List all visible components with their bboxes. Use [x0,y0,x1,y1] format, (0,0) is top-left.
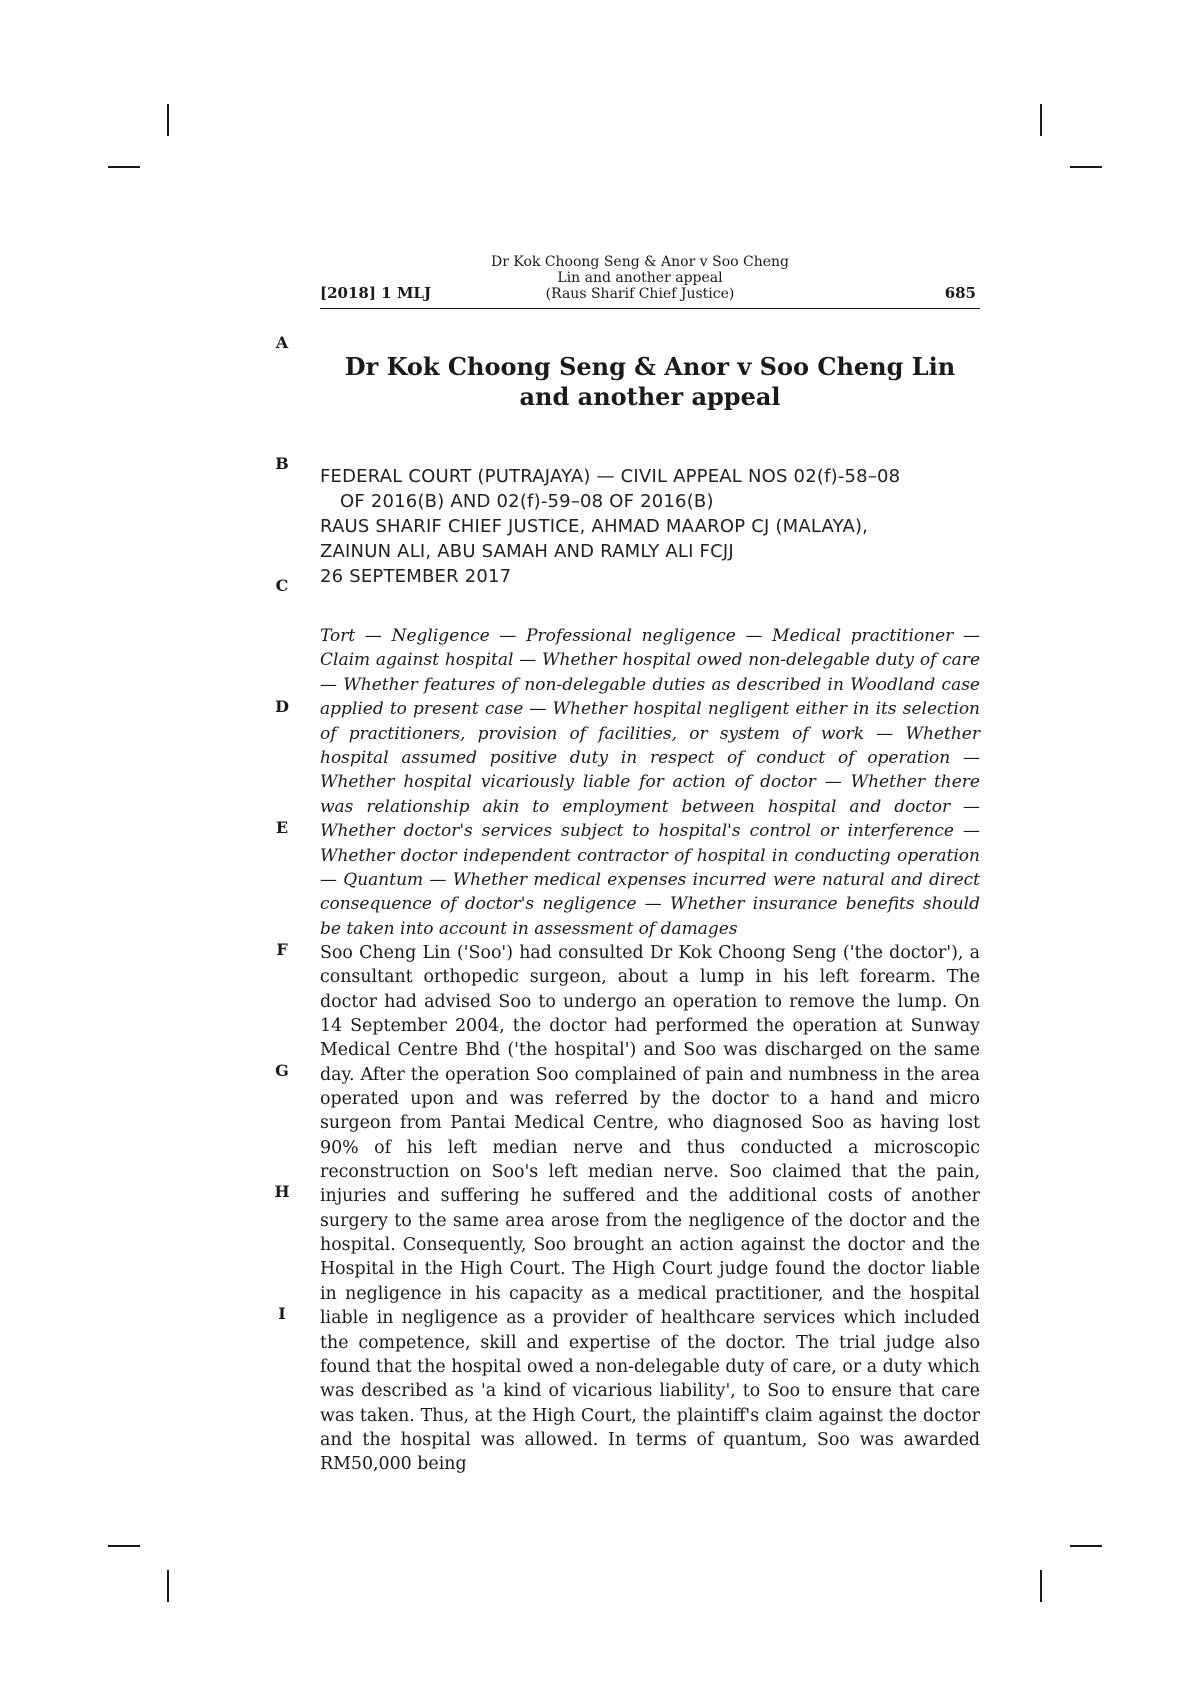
crop-mark-top-left-vertical [167,104,169,136]
running-judge-name: (Raus Sharif Chief Justice) [545,286,735,302]
margin-letter-a: A [275,333,289,352]
catchwords: Tort — Negligence — Professional negligence — Medical practitioner — Claim against hospital — Whether hospital owed non-delegable duty of care — Whether features of non-delegable duties as described in Woodland case applied to present case — Whether hospital negligent either in its selection of practitioners, provision of facilities, or system of work — Whether hospital assumed positive duty in respect of conduct of operation — Whether hospital vicariously liable for action of doctor — Whether there was relationship akin to employment between hospital and doctor — Whether doctor's services subject to hospital's control or interference — Whether doctor independent contractor of hospital in conducting operation — Quantum — Whether medical expenses incurred were natural and direct consequence of doctor's negligence — Whether insurance benefits should be taken into account in assessment of damages [320,626,980,939]
margin-letter-d: D [275,697,289,716]
running-header [320,248,980,309]
crop-mark-top-right-horizontal [1070,166,1102,168]
margin-letter-i: I [278,1304,286,1323]
decision-date: 26 SEPTEMBER 2017 [320,566,512,587]
crop-mark-bottom-left-horizontal [108,1545,140,1547]
crop-mark-bottom-right-vertical [1040,1570,1042,1602]
margin-letter-h: H [274,1182,290,1201]
crop-mark-bottom-right-horizontal [1070,1545,1102,1547]
court-line: FEDERAL COURT (PUTRAJAYA) — CIVIL APPEAL NOS 02(f)-58–08 [320,466,901,487]
page-number: 685 [944,284,976,302]
coram-line: RAUS SHARIF CHIEF JUSTICE, AHMAD MAAROP CJ (MALAYA), [320,516,869,537]
margin-letter-c: C [275,576,289,595]
crop-mark-bottom-left-vertical [167,1570,169,1602]
margin-letter-e: E [275,818,289,837]
case-title: Dr Kok Choong Seng & Anor v Soo Cheng Lin and another appeal [344,352,956,411]
headnote-paragraph: Soo Cheng Lin ('Soo') had consulted Dr Kok Choong Seng ('the doctor'), a consultant orthopedic surgeon, about a lump in his left forearm. The doctor had advised Soo to undergo an operation to remove the lump. On 14 September 2004, the doctor had performed the operation at Sunway Medical Centre Bhd ('the hospital') and Soo was discharged on the same day. After the operation Soo complained of pain and numbness in the area operated upon and was referred by the doctor to a hand and micro surgeon from Pantai Medical Centre, who diagnosed Soo as having lost 90% of his left median nerve and thus conducted a microscopic reconstruction on Soo's left median nerve. Soo claimed that the pain, injuries and suffering he suffered and the additional costs of another surgery to the same area arose from the negligence of the doctor and the hospital. Consequently, Soo brought an action against the doctor and the Hospital in the High Court. The High Court judge found the doctor liable in negligence in his capacity as a medical practitioner, and the hospital liable in negligence as a provider of healthcare services which included the competence, skill and expertise of the doctor. The trial judge also found that the hospital owed a non-delegable duty of care, or a duty which was described as 'a kind of vicarious liability', to Soo to ensure that care was taken. Thus, at the High Court, the plaintiff's claim against the doctor and the hospital was allowed. In terms of quantum, Soo was awarded RM50,000 being [320,943,980,1475]
margin-letter-f: F [276,940,288,959]
margin-letter-g: G [275,1061,289,1080]
running-header-center [480,254,800,302]
report-citation: [2018] 1 MLJ [320,284,432,302]
margin-letter-b: B [275,454,289,473]
crop-mark-top-left-horizontal [108,166,140,168]
court-details [320,464,980,589]
running-case-name: Dr Kok Choong Seng & Anor v Soo Cheng Lin and another appeal [491,254,789,286]
coram-line-continued: ZAINUN ALI, ABU SAMAH AND RAMLY ALI FCJJ [320,541,734,562]
court-line-continued: OF 2016(B) AND 02(f)-59–08 OF 2016(B) [340,491,714,512]
crop-mark-top-right-vertical [1040,104,1042,136]
